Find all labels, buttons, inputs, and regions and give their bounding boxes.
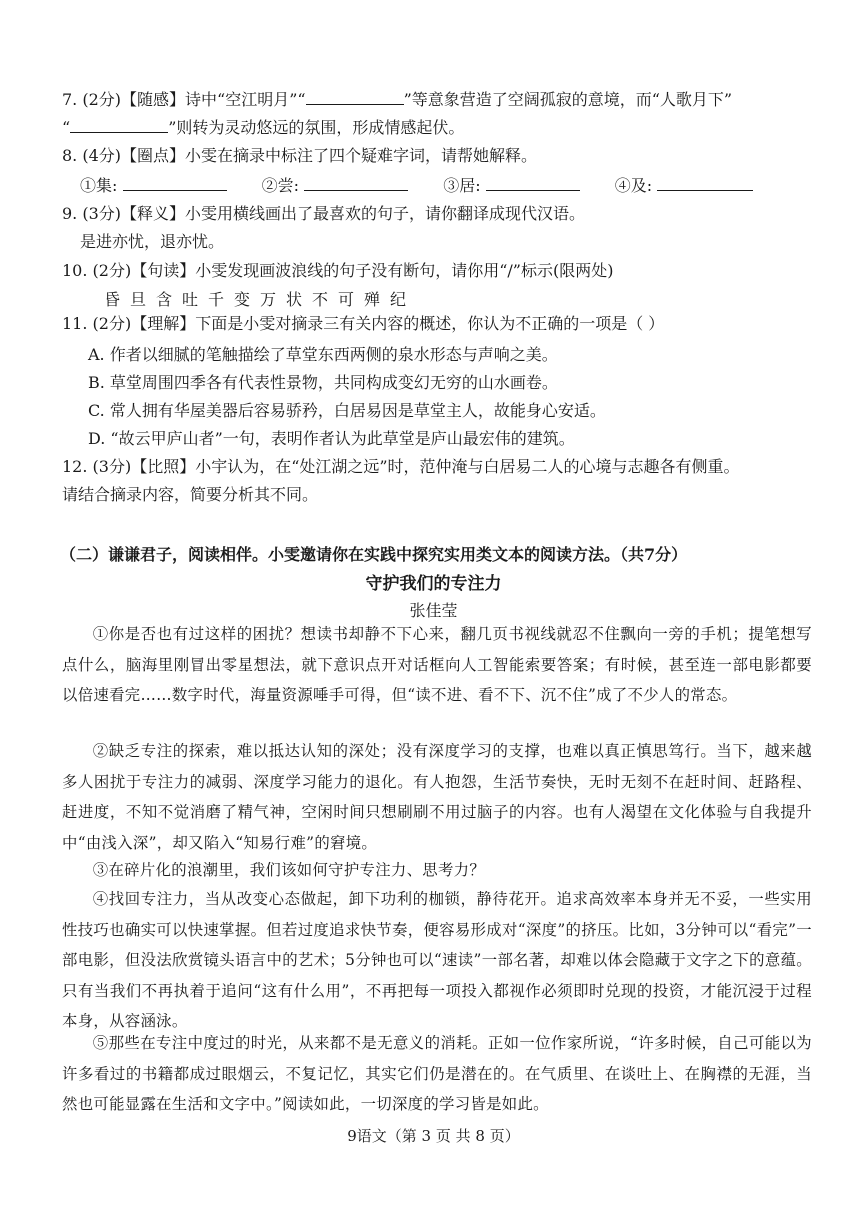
question-8-items bbox=[80, 174, 753, 197]
page-footer: 9语文（第 3 页 共 8 页） bbox=[347, 1127, 520, 1145]
q11-option-c[interactable]: C. 常人拥有华屋美器后容易骄矜，白居易因是草堂主人，故能身心安适。 bbox=[88, 401, 606, 420]
q8-item-3-blank[interactable] bbox=[486, 174, 580, 191]
q11-option-d[interactable]: D. “故云甲庐山者”一句，表明作者认为此草堂是庐山最宏伟的建筑。 bbox=[88, 429, 575, 448]
q11-stem-c: 的一项是（ ） bbox=[563, 314, 665, 333]
article-paragraph-5: ⑤那些在专注中度过的时光，从来都不是无意义的消耗。正如一位作家所说，“许多时候，自己可能以为许多看过的书籍都成过眼烟云，不复记忆，其实它们仍是潜在的。在气质里、在谈吐上、在胸襟的无涯，当然也可能显露在生活和文字中。”阅读如此，一切深度的学习皆是如此。 bbox=[62, 1034, 812, 1113]
q8-item-1-blank[interactable] bbox=[123, 174, 227, 191]
q11-emphasis-not-correct: 不正确 bbox=[515, 314, 564, 333]
question-11-stem bbox=[62, 313, 664, 335]
question-10-stem: 10. (2分)【句读】小雯发现画波浪线的句子没有断句，请你用“/”标示(限两处) bbox=[62, 261, 614, 280]
article-paragraph-2: ②缺乏专注的探索，难以抵达认知的深处；没有深度学习的支撑，也难以真正慎思笃行。当下，越来越多人困扰于专注力的减弱、深度学习能力的退化。有人抱怨，生活节奏快，无时无刻不在赶时间、赶路程、赶进度，不知不觉消磨了精气神，空闲时间只想刷刷不用过脑子的内容。也有人渴望在文化体验与自我提升中“由浅入深”，却又陷入“知易行难”的窘境。 bbox=[62, 742, 812, 852]
question-7-line2 bbox=[62, 116, 464, 139]
q7-answer-blank-1[interactable] bbox=[306, 88, 404, 105]
q7-answer-blank-2[interactable] bbox=[70, 116, 168, 133]
q7-text-2: ”等意象营造了空阔孤寂的意境，而“人歌月下” bbox=[403, 90, 733, 109]
q8-item-2-label: ②尝: bbox=[261, 176, 299, 195]
question-9-sentence: 是进亦忧，退亦忧。 bbox=[80, 232, 225, 251]
q8-item-4-blank[interactable] bbox=[657, 174, 753, 191]
question-12-line2: 请结合摘录内容，简要分析其不同。 bbox=[62, 485, 319, 504]
question-10-sentence: 昏旦含吐千变万状不可殚纪 bbox=[104, 290, 417, 309]
article-author: 张佳莹 bbox=[409, 601, 458, 620]
q7-text-1: 7. (2分)【随感】诗中“空江明月”“ bbox=[62, 90, 306, 109]
article-paragraph-4: ④找回专注力，当从改变心态做起，卸下功利的枷锁，静待花开。追求高效率本身并无不妥，一些实用性技巧也确实可以快速掌握。但若过度追求快节奏，便容易形成对“深度”的挤压。比如，3分钟可以“看完”一部电影，但没法欣赏镜头语言中的艺术；5分钟也可以“速读”一部名著，却难以体会隐藏于文字之下的意蕴。只有当我们不再执着于追问“这有什么用”，不再把每一项投入都视作必须即时兑现的投资，才能沉浸于过程本身，从容涵泳。 bbox=[62, 890, 812, 1030]
q7-text-4: ”则转为灵动悠远的氛围，形成情感起伏。 bbox=[168, 118, 465, 137]
q11-stem-a: 11. (2分)【理解】下面是小雯对摘录三有关内容的概述，你认为 bbox=[62, 314, 516, 333]
q8-item-1-label: ①集: bbox=[80, 176, 118, 195]
question-12-line1: 12. (3分)【比照】小宇认为，在“处江湖之远”时，范仲淹与白居易二人的心境与志趣各有侧重。 bbox=[62, 457, 740, 476]
article-paragraph-3: ③在碎片化的浪潮里，我们该如何守护专注力、思考力？ bbox=[92, 861, 486, 879]
article-title: 守护我们的专注力 bbox=[365, 574, 502, 594]
q8-item-4-label: ④及: bbox=[614, 176, 653, 195]
question-8-stem: 8. (4分)【圈点】小雯在摘录中标注了四个疑难字词，请帮她解释。 bbox=[62, 146, 538, 165]
question-7-line1 bbox=[62, 88, 732, 111]
q7-text-3: “ bbox=[62, 118, 71, 137]
q11-option-a[interactable]: A. 作者以细腻的笔触描绘了草堂东西两侧的泉水形态与声响之美。 bbox=[88, 345, 558, 364]
q8-item-2-blank[interactable] bbox=[304, 174, 408, 191]
article-paragraph-1: ①你是否也有过这样的困扰？想读书却静不下心来，翻几页书视线就忍不住飘向一旁的手机；提笔想写点什么，脑海里刚冒出零星想法，就下意识点开对话框向人工智能索要答案；有时候，甚至连一部电影都要以倍速看完……数字时代，海量资源唾手可得，但“读不进、看不下、沉不住”成了不少人的常态。 bbox=[62, 625, 812, 704]
q8-item-3-label: ③居: bbox=[443, 176, 481, 195]
question-9-stem: 9. (3分)【释义】小雯用横线画出了最喜欢的句子，请你翻译成现代汉语。 bbox=[62, 204, 586, 223]
q11-option-b[interactable]: B. 草堂周围四季各有代表性景物，共同构成变幻无穷的山水画卷。 bbox=[88, 373, 558, 392]
section-2-heading: （二）谦谦君子，阅读相伴。小雯邀请你在实践中探究实用类文本的阅读方法。（共7分） bbox=[60, 545, 688, 564]
